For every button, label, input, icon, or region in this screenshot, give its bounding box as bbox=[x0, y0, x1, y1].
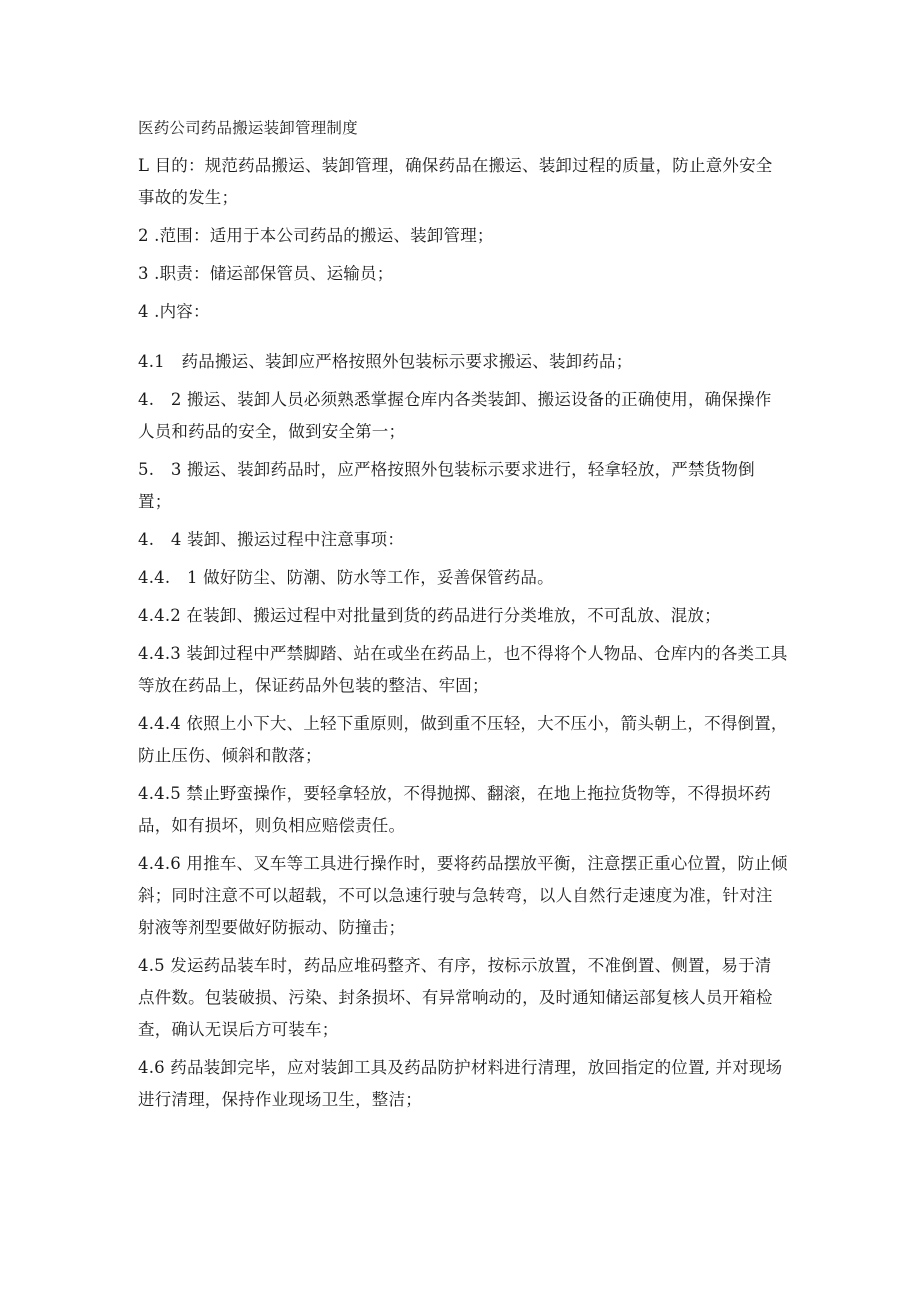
paragraph-4-4-4: 4.4.4 依照上小下大、上轻下重原则，做到重不压轻，大不压小，箭头朝上，不得倒置，防止压伤、倾斜和散落； bbox=[138, 714, 788, 765]
paragraph-4-4-1: 4.4. 1 做好防尘、防潮、防水等工作，妥善保管药品。 bbox=[138, 568, 554, 587]
paragraph-4-4-3: 4.4.3 装卸过程中严禁脚踏、站在或坐在药品上，也不得将个人物品、仓库内的各类工具等放在药品上，保证药品外包装的整洁、牢固； bbox=[138, 644, 788, 695]
paragraph-4-1: 4.1 药品搬运、装卸应严格按照外包装标示要求搬运、装卸药品； bbox=[138, 352, 633, 371]
paragraph-content-heading: 4 .内容： bbox=[138, 302, 210, 321]
paragraph-4-4-6: 4.4.6 用推车、叉车等工具进行操作时，要将药品摆放平衡，注意摆正重心位置，防止倾斜；同时注意不可以超载，不可以急速行驶与急转弯，以人自然行走速度为准，针对注射液等剂型要做好防振动、防撞击； bbox=[138, 854, 788, 937]
paragraph-responsibility: 3 .职责：储运部保管员、运输员； bbox=[138, 264, 394, 283]
paragraph-scope: 2 .范围：适用于本公司药品的搬运、装卸管理； bbox=[138, 226, 494, 245]
document-body bbox=[138, 112, 788, 1122]
paragraph-4-4-2: 4.4.2 在装卸、搬运过程中对批量到货的药品进行分类堆放，不可乱放、混放； bbox=[138, 606, 721, 625]
paragraph-4-4-5: 4.4.5 禁止野蛮操作，要轻拿轻放，不得抛掷、翻滚，在地上拖拉货物等，不得损坏药品，如有损坏，则负相应赔偿责任。 bbox=[138, 784, 771, 835]
paragraph-4-3: 5. 3 搬运、装卸药品时，应严格按照外包装标示要求进行，轻拿轻放，严禁货物倒置； bbox=[138, 460, 755, 511]
paragraph-4-5: 4.5 发运药品装车时，药品应堆码整齐、有序，按标示放置，不准倒置、侧置，易于清点件数。包装破损、污染、封条损坏、有异常响动的，及时通知储运部复核人员开箱检查，确认无误后方可装车； bbox=[138, 956, 773, 1039]
paragraph-4-6: 4.6 药品装卸完毕，应对装卸工具及药品防护材料进行清理，放回指定的位置, 并对现场进行清理，保持作业现场卫生，整洁； bbox=[138, 1058, 783, 1109]
paragraph-purpose: L 目的：规范药品搬运、装卸管理，确保药品在搬运、装卸过程的质量，防止意外安全事故的发生； bbox=[138, 156, 773, 207]
paragraph-4-4: 4. 4 装卸、搬运过程中注意事项： bbox=[138, 530, 405, 549]
paragraph-4-2: 4. 2 搬运、装卸人员必须熟悉掌握仓库内各类装卸、搬运设备的正确使用，确保操作人员和药品的安全，做到安全第一； bbox=[138, 390, 772, 441]
document-title: 医药公司药品搬运装卸管理制度 bbox=[138, 119, 358, 137]
